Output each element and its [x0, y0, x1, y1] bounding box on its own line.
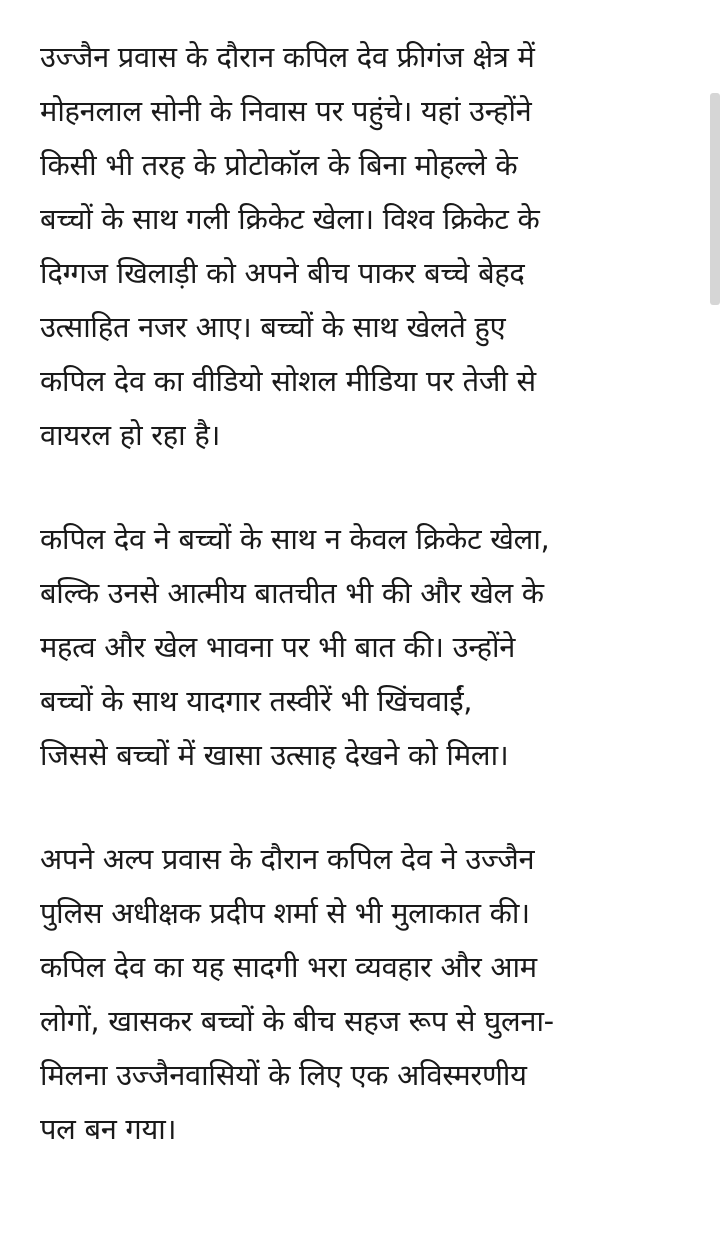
text-line: जिससे बच्चों में खासा उत्साह देखने को मिला। [40, 738, 509, 772]
paragraph-3 [40, 832, 690, 1156]
text-line: मिलना उज्जैनवासियों के लिए एक अविस्मरणीय [40, 1058, 527, 1092]
text-line: कपिल देव का यह सादगी भरा व्यवहार और आम [40, 950, 537, 984]
text-line: दिग्गज खिलाड़ी को अपने बीच पाकर बच्चे बेहद [40, 256, 525, 290]
text-line: वायरल हो रहा है। [40, 418, 221, 452]
text-line: महत्व और खेल भावना पर भी बात की। उन्होंने [40, 630, 516, 664]
text-line: बल्कि उनसे आत्मीय बातचीत भी की और खेल के [40, 576, 544, 610]
paragraph-1 [40, 30, 690, 462]
text-line: कपिल देव ने बच्चों के साथ न केवल क्रिकेट खेला, [40, 522, 550, 556]
text-line: उज्जैन प्रवास के दौरान कपिल देव फ्रीगंज क्षेत्र में [40, 40, 535, 74]
text-line: पुलिस अधीक्षक प्रदीप शर्मा से भी मुलाकात की। [40, 896, 530, 930]
text-line: किसी भी तरह के प्रोटोकॉल के बिना मोहल्ले के [40, 148, 518, 182]
text-line: मोहनलाल सोनी के निवास पर पहुंचे। यहां उन्होंने [40, 94, 532, 128]
text-line: बच्चों के साथ यादगार तस्वीरें भी खिंचवाईं, [40, 684, 473, 718]
scrollbar-thumb[interactable] [710, 93, 720, 305]
paragraph-2 [40, 512, 690, 782]
text-line: बच्चों के साथ गली क्रिकेट खेला। विश्व क्रिकेट के [40, 202, 540, 236]
article-body [40, 30, 690, 1206]
text-line: लोगों, खासकर बच्चों के बीच सहज रूप से घुलना- [40, 1004, 554, 1038]
text-line: उत्साहित नजर आए। बच्चों के साथ खेलते हुए [40, 310, 506, 344]
text-line: अपने अल्प प्रवास के दौरान कपिल देव ने उज्जैन [40, 842, 535, 876]
text-line: कपिल देव का वीडियो सोशल मीडिया पर तेजी से [40, 364, 536, 398]
text-line: पल बन गया। [40, 1112, 177, 1146]
